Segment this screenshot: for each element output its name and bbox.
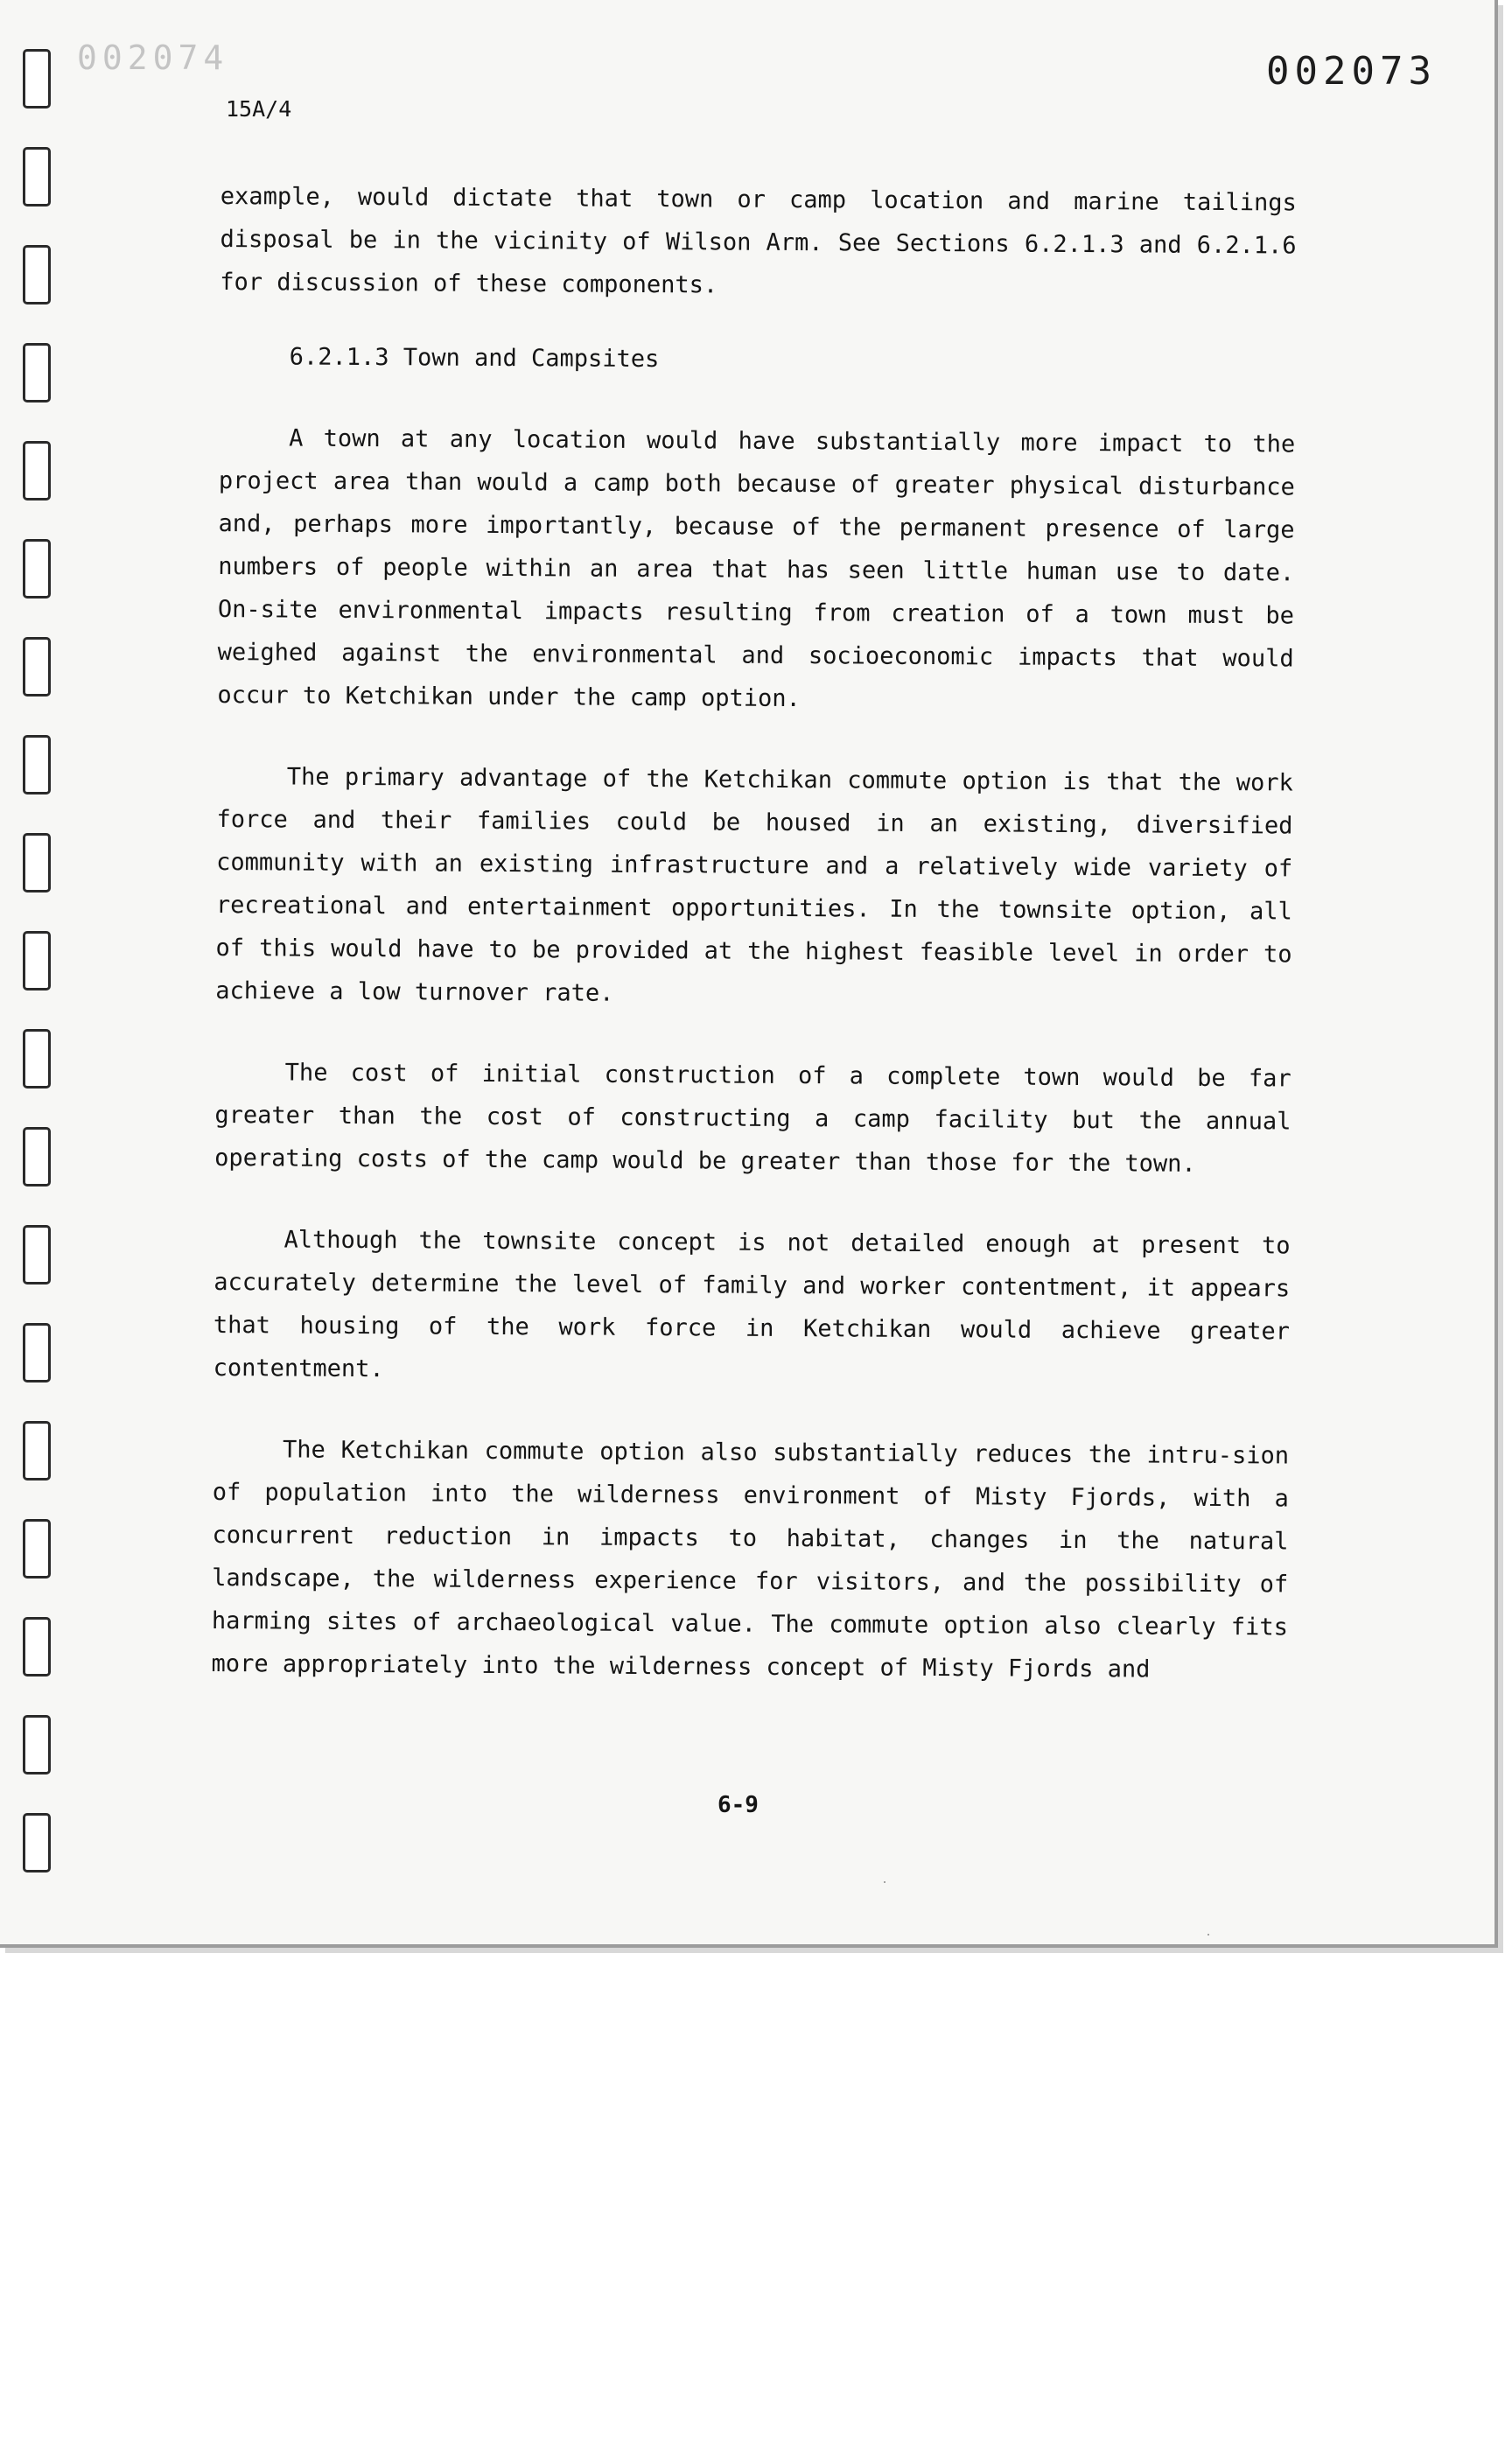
punch-hole [23, 1127, 51, 1186]
scan-speck [884, 1881, 886, 1883]
punch-hole [23, 1029, 51, 1088]
body-paragraph: The Ketchikan commute option also substantially reduces the intru-sion of population into the wilderness environment of Misty Fjords, with a concurrent reduction in impacts to habitat, changes in the natural landscape, the wilderness experience for visitors, and the possibility of harming sites of archaeological value. The commute option also clearly fits more appropriately into the wilderness concept of Misty Fjords and [211, 1436, 1290, 1684]
continuation-paragraph: example, would dictate that town or camp location and marine tailings disposal be in the vicinity of Wilson Arm. See Sections 6.2.1.3 and 6.2.1.6 for discussion of these components. [220, 182, 1297, 299]
punch-hole [23, 1715, 51, 1774]
punch-hole [23, 441, 51, 500]
punch-hole [23, 245, 51, 304]
body-paragraph: A town at any location would have substantially more impact to the project area than would a camp both because of greater physical disturbance and, perhaps more importantly, because of the permanent presence of large numbers of people within an area that has seen little human use to date. On-site environmental impacts resulting from creation of a town must be weighed against the environmental and socioeconomic impacts that would occur to Ketchikan under the camp option. [217, 424, 1296, 713]
punch-hole [23, 1519, 51, 1578]
scan-speck [1208, 1934, 1209, 1936]
punch-hole [23, 1617, 51, 1676]
section-heading: 6.2.1.3 Town and Campsites [289, 343, 660, 374]
body-paragraph: The cost of initial construction of a complete town would be far greater than the cost of constructing a camp facility but the annual operating costs of the camp would be greater than those for the town. [214, 1059, 1292, 1178]
punch-hole [23, 1421, 51, 1480]
body-paragraph: Although the townsite concept is not detailed enough at present to accurately determine the level of family and worker contentment, it appears that housing of the work force in Ketchikan would achieve greater contentment. [213, 1226, 1291, 1383]
document-number: 002073 [1266, 49, 1437, 94]
section-code: 15A/4 [226, 96, 292, 122]
punch-hole [23, 1225, 51, 1284]
punch-hole [23, 343, 51, 402]
page-body [211, 175, 1297, 1730]
punch-hole [23, 539, 51, 598]
punch-hole [23, 931, 51, 990]
body-paragraph: The primary advantage of the Ketchikan commute option is that the work force and their families could be housed in an existing, diversified community with an existing infrastructure and a relatively wide variety of recreational and entertainment opportunities. In the townsite option, all of this would have to be provided at the highest feasible level in order to achieve a low turnover rate. [215, 763, 1293, 1007]
punch-hole [23, 147, 51, 206]
punch-hole [23, 833, 51, 892]
punch-hole-strip [23, 49, 58, 1878]
punch-hole [23, 49, 51, 108]
punch-hole [23, 1813, 51, 1872]
punch-hole [23, 1323, 51, 1382]
faint-stamp-number: 002074 [77, 38, 229, 77]
punch-hole [23, 735, 51, 794]
punch-hole [23, 637, 51, 696]
page-number: 6-9 [718, 1792, 759, 1818]
